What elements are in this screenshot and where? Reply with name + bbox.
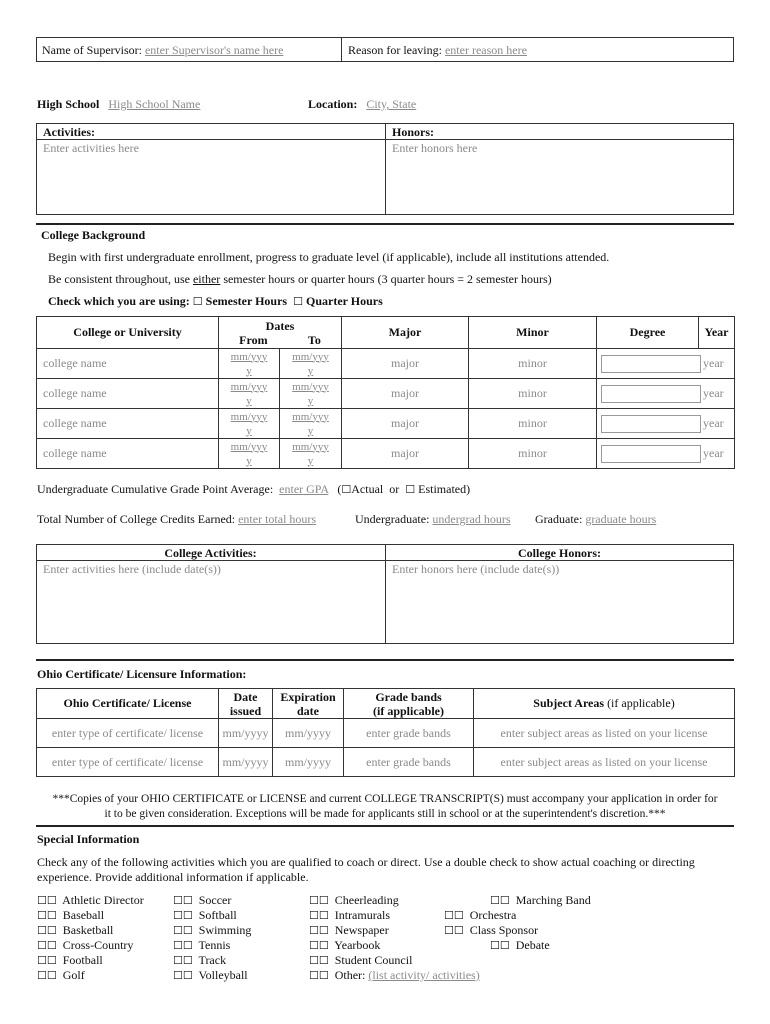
to-date-input[interactable] <box>280 409 342 439</box>
degree-input[interactable] <box>601 445 701 463</box>
cert-issued-input[interactable]: mm/yyyy <box>219 748 273 777</box>
college-honors-input[interactable]: Enter honors here (include date(s)) <box>392 562 560 576</box>
cert-header-license: Ohio Certificate/ License <box>37 689 219 719</box>
double-checkbox[interactable]: ☐☐ <box>37 954 57 967</box>
certificate-table <box>36 688 735 777</box>
supervisor-input[interactable]: enter Supervisor's name here <box>144 43 284 57</box>
cert-header-subject <box>474 689 735 719</box>
reason-label: Reason for leaving: <box>348 43 442 57</box>
activity-item[interactable] <box>173 968 251 983</box>
minor-input[interactable]: minor <box>469 349 597 379</box>
double-checkbox[interactable]: ☐☐ <box>309 924 329 937</box>
activity-item[interactable] <box>37 968 144 983</box>
activity-label: Swimming <box>198 923 252 937</box>
college-instructions-1: Begin with first undergraduate enrollment, progress to graduate level (if applicable), include all institutions attended. <box>48 250 610 264</box>
activity-item[interactable] <box>309 968 480 983</box>
from-date-b: y <box>246 454 252 467</box>
activity-label: Volleyball <box>198 968 248 982</box>
estimated-label: Estimated) <box>418 482 471 496</box>
college-name-input[interactable]: college name <box>37 409 219 439</box>
activity-label: Athletic Director <box>62 893 144 907</box>
to-date-input[interactable] <box>280 439 342 469</box>
hours-check-line <box>48 294 383 309</box>
high-school-name-input[interactable]: High School Name <box>108 97 201 111</box>
college-honors-label: College Honors: <box>518 546 601 560</box>
semester-label: Semester Hours <box>205 294 288 308</box>
degree-year-cell <box>597 379 735 409</box>
minor-input[interactable]: minor <box>469 409 597 439</box>
degree-year-cell <box>597 439 735 469</box>
undergrad-line <box>355 512 511 527</box>
supervisor-divider <box>341 37 342 62</box>
cert-issued-a: Date <box>233 689 258 704</box>
quarter-checkbox[interactable]: ☐ <box>293 295 303 308</box>
semester-checkbox[interactable]: ☐ <box>192 295 203 308</box>
undergrad-label: Undergraduate: <box>355 512 430 526</box>
activity-item[interactable] <box>173 908 251 923</box>
col-header-major: Major <box>342 317 469 349</box>
double-checkbox[interactable]: ☐☐ <box>37 924 57 937</box>
major-input[interactable]: major <box>342 409 469 439</box>
from-date-a: mm/yyy <box>230 350 268 363</box>
cert-exp-b: date <box>297 703 319 718</box>
activity-label: Orchestra <box>469 908 517 922</box>
to-date-a: mm/yyy <box>292 410 329 423</box>
activity-label: Soccer <box>198 893 232 907</box>
cert-header-issued <box>219 689 273 719</box>
activity-item[interactable] <box>444 908 591 923</box>
hs-honors-input[interactable]: Enter honors here <box>392 141 478 155</box>
from-date-b: y <box>246 424 252 437</box>
col-header-minor: Minor <box>469 317 597 349</box>
gpa-input[interactable]: enter GPA <box>279 482 329 496</box>
from-date-input[interactable] <box>219 349 280 379</box>
to-date-b: y <box>307 364 314 377</box>
table-row <box>37 379 735 409</box>
activity-item[interactable] <box>37 923 144 938</box>
other-label: Other: <box>334 968 366 982</box>
activity-item[interactable] <box>444 893 591 908</box>
activity-label: Student Council <box>334 953 413 967</box>
to-date-a: mm/yyy <box>292 350 329 363</box>
college-instructions-2 <box>48 272 552 287</box>
gpa-line <box>37 482 470 497</box>
special-instructions <box>37 855 695 885</box>
to-date-a: mm/yyy <box>292 380 329 393</box>
college-background-title: College Background <box>41 228 146 242</box>
cert-grade-b: (if applicable) <box>373 703 444 718</box>
to-date-b: y <box>307 454 314 467</box>
undergrad-input[interactable]: undergrad hours <box>432 512 511 526</box>
from-date-b: y <box>246 394 252 407</box>
college-name-input[interactable]: college name <box>37 349 219 379</box>
double-checkbox[interactable]: ☐☐ <box>309 909 329 922</box>
cert-grade-input[interactable]: enter grade bands <box>344 719 474 748</box>
degree-year-cell <box>597 409 735 439</box>
college-activities-input[interactable]: Enter activities here (include date(s)) <box>43 562 221 576</box>
cert-issued-b: issued <box>229 703 262 718</box>
table-row <box>37 719 735 748</box>
reason-field[interactable] <box>348 43 527 58</box>
activity-label: Cheerleading <box>334 893 399 907</box>
activity-item[interactable] <box>173 923 251 938</box>
degree-year-cell <box>597 349 735 379</box>
certificate-note-line2: it to be given consideration. Exceptions will be made for applicants still in school or at the superintendent's discretion.*** <box>104 808 666 820</box>
double-checkbox[interactable]: ☐☐ <box>37 969 57 982</box>
activity-label: Softball <box>198 908 237 922</box>
activity-item[interactable] <box>444 923 591 938</box>
cert-exp-a: Expiration <box>280 689 336 704</box>
cert-grade-input[interactable]: enter grade bands <box>344 748 474 777</box>
activity-label: Track <box>198 953 227 967</box>
certificate-note-line1: ***Copies of your OHIO CERTIFICATE or LICENSE and current COLLEGE TRANSCRIPT(S) must accompany your application in order for <box>52 793 718 805</box>
special-section-rule <box>36 825 734 827</box>
degree-input[interactable] <box>601 415 701 433</box>
double-checkbox[interactable]: ☐☐ <box>490 894 510 907</box>
year-input[interactable]: year <box>703 386 724 400</box>
college-line2-either: either <box>192 272 221 286</box>
table-row <box>37 409 735 439</box>
college-name-input[interactable]: college name <box>37 439 219 469</box>
activity-item[interactable] <box>37 938 144 953</box>
cert-license-input[interactable]: enter type of certificate/ license <box>37 748 219 777</box>
major-input[interactable]: major <box>342 439 469 469</box>
graduate-line <box>535 512 656 527</box>
double-checkbox[interactable]: ☐☐ <box>173 894 193 907</box>
double-checkbox[interactable]: ☐☐ <box>173 939 193 952</box>
location-line <box>308 97 416 112</box>
activity-item[interactable] <box>173 953 251 968</box>
activities-col-2 <box>173 893 251 983</box>
degree-input[interactable] <box>601 355 701 373</box>
other-input[interactable]: (list activity/ activities) <box>368 968 480 982</box>
hs-box-divider <box>385 123 386 215</box>
actual-label: Actual <box>351 482 384 496</box>
double-checkbox[interactable]: ☐☐ <box>309 954 329 967</box>
college-activities-label: College Activities: <box>164 546 257 560</box>
or-label: or <box>389 482 400 496</box>
activity-item[interactable] <box>37 953 144 968</box>
quarter-label: Quarter Hours <box>305 294 383 308</box>
degree-input[interactable] <box>601 385 701 403</box>
cert-expiration-input[interactable]: mm/yyyy <box>273 748 344 777</box>
high-school-line <box>37 97 200 112</box>
credits-label: Total Number of College Credits Earned: <box>37 512 236 526</box>
from-date-input[interactable] <box>219 409 280 439</box>
credits-line <box>37 512 316 527</box>
special-instructions-2: experience. Provide additional information if applicable. <box>37 870 309 884</box>
activity-label: Football <box>62 953 103 967</box>
to-date-b: y <box>307 424 314 437</box>
location-label: Location: <box>308 97 358 111</box>
certificate-note <box>36 792 734 822</box>
certificate-section-rule <box>36 659 734 661</box>
year-input[interactable]: year <box>703 446 724 460</box>
activities-col-4 <box>444 893 591 953</box>
special-instructions-1: Check any of the following activities which you are qualified to coach or direct. Use a double check to show actual coaching or directing <box>37 855 695 869</box>
to-date-b: y <box>307 394 314 407</box>
double-checkbox[interactable]: ☐☐ <box>309 939 329 952</box>
to-date-input[interactable] <box>280 379 342 409</box>
hours-check-label: Check which you are using: <box>48 294 190 308</box>
cert-issued-input[interactable]: mm/yyyy <box>219 719 273 748</box>
activity-label: Golf <box>62 968 85 982</box>
major-input[interactable]: major <box>342 349 469 379</box>
hs-activities-label: Activities: <box>43 125 95 139</box>
from-date-a: mm/yyy <box>230 380 268 393</box>
activity-item[interactable] <box>37 893 144 908</box>
estimated-checkbox[interactable]: ☐ <box>405 483 416 496</box>
dates-label: Dates <box>265 318 295 333</box>
table-row <box>37 748 735 777</box>
activity-label: Marching Band <box>515 893 591 907</box>
col-header-college: College or University <box>37 317 219 349</box>
double-checkbox[interactable]: ☐☐ <box>173 924 193 937</box>
supervisor-field[interactable] <box>42 43 283 58</box>
double-checkbox[interactable]: ☐☐ <box>37 894 57 907</box>
cert-subject-input[interactable]: enter subject areas as listed on your license <box>474 719 735 748</box>
activity-label: Yearbook <box>334 938 381 952</box>
cert-license-input[interactable]: enter type of certificate/ license <box>37 719 219 748</box>
double-checkbox[interactable]: ☐☐ <box>173 909 193 922</box>
gpa-label: Undergraduate Cumulative Grade Point Average: <box>37 482 274 496</box>
activity-item[interactable] <box>173 938 251 953</box>
table-row <box>37 349 735 379</box>
cert-expiration-input[interactable]: mm/yyyy <box>273 719 344 748</box>
double-checkbox[interactable]: ☐☐ <box>490 939 510 952</box>
from-date-a: mm/yyy <box>230 440 268 453</box>
activity-item[interactable] <box>173 893 251 908</box>
to-label: To <box>307 332 321 347</box>
high-school-label: High School <box>37 97 100 111</box>
to-date-a: mm/yyy <box>292 440 329 453</box>
activity-label: Intramurals <box>334 908 391 922</box>
activity-item[interactable] <box>444 938 591 953</box>
hs-header-rule <box>36 139 734 140</box>
reason-input[interactable]: enter reason here <box>444 43 527 57</box>
activity-item[interactable] <box>309 953 480 968</box>
double-checkbox[interactable]: ☐☐ <box>173 969 193 982</box>
college-section-rule <box>36 223 734 225</box>
supervisor-label: Name of Supervisor: <box>42 43 142 57</box>
col-header-degree: Degree <box>597 317 699 349</box>
cert-header-expiration <box>273 689 344 719</box>
graduate-input[interactable]: graduate hours <box>585 512 657 526</box>
major-input[interactable]: major <box>342 379 469 409</box>
year-input[interactable]: year <box>703 416 724 430</box>
double-checkbox[interactable]: ☐☐ <box>173 954 193 967</box>
credits-input[interactable]: enter total hours <box>238 512 317 526</box>
activity-label: Cross-Country <box>62 938 134 952</box>
col-header-dates <box>219 317 342 349</box>
double-checkbox[interactable]: ☐☐ <box>309 969 329 982</box>
double-checkbox[interactable]: ☐☐ <box>309 894 329 907</box>
graduate-label: Graduate: <box>535 512 583 526</box>
year-input[interactable]: year <box>703 356 724 370</box>
special-title: Special Information <box>37 832 140 846</box>
college-name-input[interactable]: college name <box>37 379 219 409</box>
hs-activities-input[interactable]: Enter activities here <box>43 141 139 155</box>
cert-subject-label: Subject Areas <box>533 696 605 710</box>
college-line2-pre: Be consistent throughout, use <box>48 272 193 286</box>
activity-label: Newspaper <box>334 923 389 937</box>
minor-input[interactable]: minor <box>469 439 597 469</box>
college-line2-post: semester hours or quarter hours (3 quarter hours = 2 semester hours) <box>220 272 552 286</box>
minor-input[interactable]: minor <box>469 379 597 409</box>
cert-subject-input[interactable]: enter subject areas as listed on your license <box>474 748 735 777</box>
double-checkbox[interactable]: ☐☐ <box>444 909 464 922</box>
double-checkbox[interactable]: ☐☐ <box>37 939 57 952</box>
double-checkbox[interactable]: ☐☐ <box>37 909 57 922</box>
activity-label: Baseball <box>62 908 105 922</box>
from-date-input[interactable] <box>219 439 280 469</box>
from-date-input[interactable] <box>219 379 280 409</box>
col-header-year: Year <box>699 317 735 349</box>
from-date-a: mm/yyy <box>230 410 268 423</box>
from-date-b: y <box>246 364 252 377</box>
activity-item[interactable] <box>37 908 144 923</box>
to-date-input[interactable] <box>280 349 342 379</box>
certificate-title: Ohio Certificate/ Licensure Information: <box>37 667 247 681</box>
double-checkbox[interactable]: ☐☐ <box>444 924 464 937</box>
cert-grade-a: Grade bands <box>375 689 442 704</box>
activity-label: Basketball <box>62 923 114 937</box>
cert-subject-note: (if applicable) <box>607 696 675 710</box>
actual-checkbox[interactable]: ☐ <box>341 483 352 496</box>
cert-header-grade <box>344 689 474 719</box>
activity-label: Class Sponsor <box>469 923 539 937</box>
activities-col-1 <box>37 893 144 983</box>
college-table <box>36 316 735 469</box>
activity-label: Debate <box>515 938 550 952</box>
from-label: From <box>239 332 268 347</box>
table-row <box>37 439 735 469</box>
gpa-open-paren: ( <box>337 482 342 496</box>
hs-honors-label: Honors: <box>392 125 434 139</box>
activity-label: Tennis <box>198 938 231 952</box>
location-input[interactable]: City, State <box>366 97 417 111</box>
